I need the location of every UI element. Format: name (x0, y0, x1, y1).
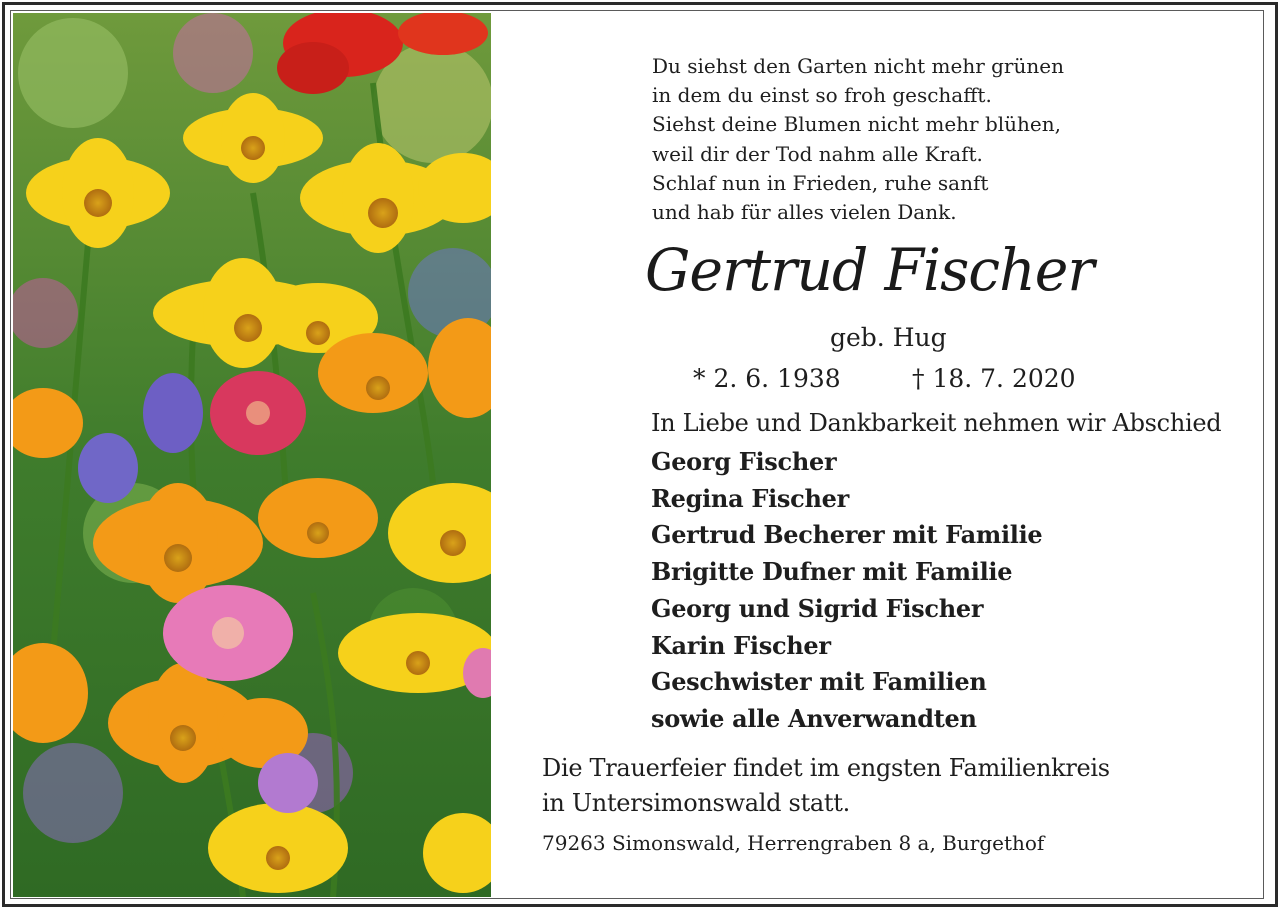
mourner-name: Georg und Sigrid Fischer (651, 593, 984, 623)
mourner-name: Regina Fischer (651, 483, 849, 513)
mourner-name: Brigitte Dufner mit Familie (651, 557, 1013, 587)
poem-line: weil dir der Tod nahm alle Kraft. (652, 141, 983, 166)
poem-line: Schlaf nun in Frieden, ruhe sanft (652, 170, 989, 195)
mourner-name: Georg Fischer (651, 447, 837, 476)
farewell-line: In Liebe und Dankbarkeit nehmen wir Abschied (651, 409, 1222, 437)
mourner-name: sowie alle Anverwandten (651, 703, 977, 733)
mourner-name: Geschwister mit Familien (651, 667, 987, 697)
mourner-name: Karin Fischer (651, 630, 831, 660)
flower-meadow-photo (13, 13, 491, 897)
birth-date: * 2. 6. 1938 (693, 364, 841, 393)
poem-line: Siehst deine Blumen nicht mehr blühen, (652, 112, 1061, 137)
address: 79263 Simonswald, Herrengraben 8 a, Burgethof (542, 831, 1045, 855)
poem (652, 52, 1064, 227)
death-date: † 18. 7. 2020 (912, 364, 1076, 393)
poem-line: und hab für alles vielen Dank. (652, 200, 957, 225)
mourner-name: Gertrud Becherer mit Familie (651, 520, 1043, 550)
poem-line: Du siehst den Garten nicht mehr grünen (652, 54, 1064, 78)
service-notice (542, 751, 1110, 821)
maiden-name: geb. Hug (830, 323, 947, 352)
service-line: Die Trauerfeier findet im engsten Familienkreis (542, 754, 1110, 782)
deceased-name: Gertrud Fischer (645, 236, 1094, 304)
service-line: in Untersimonswald statt. (542, 789, 850, 817)
mourners-list (651, 444, 1042, 738)
poem-line: in dem du einst so froh geschafft. (652, 83, 992, 108)
